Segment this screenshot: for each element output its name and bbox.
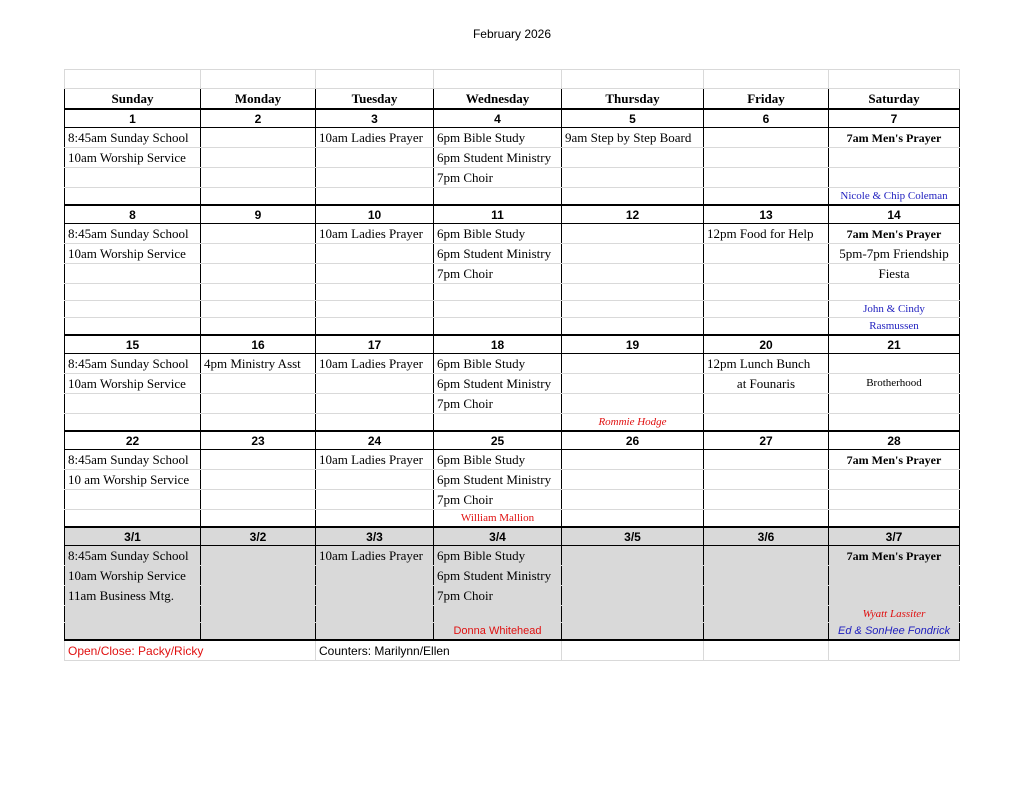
event-cell: [562, 284, 704, 301]
anniversary-note: Ed & SonHee Fondrick: [829, 623, 960, 641]
event-cell: [562, 264, 704, 284]
event-cell: [829, 490, 960, 510]
date-cell: 3/1: [65, 527, 201, 546]
date-cell: 14: [829, 205, 960, 224]
event-cell: [562, 450, 704, 470]
date-cell: 1: [65, 109, 201, 128]
event-cell: [829, 510, 960, 528]
event-cell: [65, 606, 201, 623]
event-cell: [316, 623, 434, 641]
day-header: Sunday: [65, 89, 201, 110]
event-cell: [201, 374, 316, 394]
date-cell: 10: [316, 205, 434, 224]
date-cell: 18: [434, 335, 562, 354]
event-cell: 12pm Food for Help: [704, 224, 829, 244]
event-cell: [704, 623, 829, 641]
day-header: Monday: [201, 89, 316, 110]
event-cell: Fiesta: [829, 264, 960, 284]
event-cell: 8:45am Sunday School: [65, 224, 201, 244]
event-cell: [65, 490, 201, 510]
date-row: [65, 109, 960, 128]
event-cell: 6pm Bible Study: [434, 546, 562, 566]
event-cell: [316, 606, 434, 623]
event-cell: 11am Business Mtg.: [65, 586, 201, 606]
event-cell: [316, 566, 434, 586]
event-cell: 7pm Choir: [434, 586, 562, 606]
calendar-title: February 2026: [472, 27, 552, 41]
date-cell: 2: [201, 109, 316, 128]
date-cell: 5: [562, 109, 704, 128]
date-row: [65, 431, 960, 450]
date-cell: 3: [316, 109, 434, 128]
event-cell: [316, 510, 434, 528]
event-cell: 10am Worship Service: [65, 244, 201, 264]
event-cell: 10am Worship Service: [65, 374, 201, 394]
event-cell: [316, 374, 434, 394]
date-cell: 24: [316, 431, 434, 450]
date-cell: 6: [704, 109, 829, 128]
date-cell: 3/5: [562, 527, 704, 546]
event-cell: [65, 414, 201, 432]
date-cell: 27: [704, 431, 829, 450]
event-cell: [704, 168, 829, 188]
event-cell: [829, 586, 960, 606]
event-cell: [201, 264, 316, 284]
event-cell: [65, 510, 201, 528]
day-header-row: [65, 89, 960, 110]
event-cell: 6pm Bible Study: [434, 450, 562, 470]
date-cell: 25: [434, 431, 562, 450]
event-cell: 7pm Choir: [434, 490, 562, 510]
date-cell: 20: [704, 335, 829, 354]
event-cell: 6pm Student Ministry: [434, 566, 562, 586]
event-cell: [201, 623, 316, 641]
event-cell: 7pm Choir: [434, 168, 562, 188]
event-cell: [704, 606, 829, 623]
event-cell: [316, 284, 434, 301]
date-cell: 9: [201, 205, 316, 224]
date-cell: 22: [65, 431, 201, 450]
event-cell: [562, 606, 704, 623]
event-cell: [316, 414, 434, 432]
date-cell: 13: [704, 205, 829, 224]
event-cell: [704, 490, 829, 510]
event-cell: [201, 128, 316, 148]
day-header: Friday: [704, 89, 829, 110]
event-cell: [562, 374, 704, 394]
event-cell: [201, 394, 316, 414]
event-cell: [829, 284, 960, 301]
event-cell: [704, 470, 829, 490]
date-row: [65, 527, 960, 546]
day-header: Wednesday: [434, 89, 562, 110]
event-cell: 10am Worship Service: [65, 566, 201, 586]
event-cell: [562, 510, 704, 528]
event-cell: 6pm Bible Study: [434, 128, 562, 148]
event-cell: 10am Ladies Prayer: [316, 224, 434, 244]
event-cell: [65, 394, 201, 414]
event-cell: 8:45am Sunday School: [65, 354, 201, 374]
event-cell: [704, 510, 829, 528]
day-header: Saturday: [829, 89, 960, 110]
event-cell: [434, 606, 562, 623]
event-cell: [65, 623, 201, 641]
event-cell: 8:45am Sunday School: [65, 546, 201, 566]
date-cell: 12: [562, 205, 704, 224]
event-cell: 6pm Bible Study: [434, 354, 562, 374]
event-cell: [201, 586, 316, 606]
event-cell: [201, 224, 316, 244]
date-cell: 3/7: [829, 527, 960, 546]
event-cell: [829, 148, 960, 168]
date-row: [65, 335, 960, 354]
event-cell: [201, 450, 316, 470]
event-cell: 4pm Ministry Asst: [201, 354, 316, 374]
event-cell: 10am Worship Service: [65, 148, 201, 168]
event-cell: [201, 490, 316, 510]
event-cell: 7am Men's Prayer: [829, 128, 960, 148]
event-cell: 12pm Lunch Bunch: [704, 354, 829, 374]
event-cell: [316, 490, 434, 510]
event-cell: [562, 188, 704, 206]
event-cell: [201, 244, 316, 264]
event-cell: [316, 244, 434, 264]
event-cell: [562, 546, 704, 566]
event-cell: [562, 244, 704, 264]
event-cell: [316, 586, 434, 606]
event-cell: [562, 301, 704, 318]
event-cell: [562, 224, 704, 244]
event-cell: [201, 284, 316, 301]
event-cell: [434, 318, 562, 336]
event-cell: [65, 168, 201, 188]
date-cell: 11: [434, 205, 562, 224]
event-cell: [562, 318, 704, 336]
event-cell: [316, 148, 434, 168]
event-cell: [201, 606, 316, 623]
event-cell: [562, 586, 704, 606]
event-cell: [201, 546, 316, 566]
event-cell: [201, 188, 316, 206]
event-cell: [704, 318, 829, 336]
event-cell: [704, 546, 829, 566]
anniversary-note: Rasmussen: [829, 318, 960, 336]
date-cell: 7: [829, 109, 960, 128]
date-row: [65, 205, 960, 224]
event-cell: [316, 318, 434, 336]
event-cell: [65, 264, 201, 284]
date-cell: 26: [562, 431, 704, 450]
event-cell: 8:45am Sunday School: [65, 450, 201, 470]
event-cell: 7am Men's Prayer: [829, 546, 960, 566]
date-cell: 28: [829, 431, 960, 450]
event-cell: [562, 394, 704, 414]
event-cell: [704, 284, 829, 301]
event-cell: [829, 566, 960, 586]
event-cell: [704, 414, 829, 432]
counters-note: Counters: Marilynn/Ellen: [316, 640, 562, 661]
event-cell: [704, 450, 829, 470]
event-cell: [704, 301, 829, 318]
date-cell: 17: [316, 335, 434, 354]
event-cell: 8:45am Sunday School: [65, 128, 201, 148]
event-cell: [704, 148, 829, 168]
event-cell: [201, 168, 316, 188]
event-cell: 5pm-7pm Friendship: [829, 244, 960, 264]
event-cell: [201, 510, 316, 528]
open-close-note: Open/Close: Packy/Ricky: [65, 640, 316, 661]
event-cell: [316, 301, 434, 318]
event-cell: 9am Step by Step Board: [562, 128, 704, 148]
event-cell: 6pm Student Ministry: [434, 148, 562, 168]
date-cell: 23: [201, 431, 316, 450]
event-cell: Brotherhood: [829, 374, 960, 394]
date-cell: 3/3: [316, 527, 434, 546]
birthday-note: Wyatt Lassiter: [829, 606, 960, 623]
event-cell: [201, 414, 316, 432]
event-cell: [65, 284, 201, 301]
event-cell: [562, 566, 704, 586]
event-cell: 7am Men's Prayer: [829, 224, 960, 244]
event-cell: [704, 264, 829, 284]
event-cell: [829, 394, 960, 414]
event-cell: [562, 148, 704, 168]
day-header: Thursday: [562, 89, 704, 110]
day-header: Tuesday: [316, 89, 434, 110]
event-cell: [65, 318, 201, 336]
event-cell: [704, 188, 829, 206]
event-cell: [201, 566, 316, 586]
event-cell: [829, 168, 960, 188]
anniversary-note: Nicole & Chip Coleman: [829, 188, 960, 206]
event-cell: 10am Ladies Prayer: [316, 546, 434, 566]
event-cell: [316, 168, 434, 188]
anniversary-note: John & Cindy: [829, 301, 960, 318]
date-cell: 3/6: [704, 527, 829, 546]
event-cell: 7pm Choir: [434, 264, 562, 284]
event-cell: [434, 188, 562, 206]
event-cell: [316, 188, 434, 206]
birthday-note: Rommie Hodge: [562, 414, 704, 432]
date-cell: 16: [201, 335, 316, 354]
event-cell: [704, 394, 829, 414]
event-cell: [704, 586, 829, 606]
date-cell: 15: [65, 335, 201, 354]
event-cell: [829, 470, 960, 490]
event-cell: [829, 354, 960, 374]
event-cell: 7am Men's Prayer: [829, 450, 960, 470]
event-cell: 10 am Worship Service: [65, 470, 201, 490]
event-cell: 10am Ladies Prayer: [316, 128, 434, 148]
event-cell: 6pm Student Ministry: [434, 374, 562, 394]
date-cell: 3/2: [201, 527, 316, 546]
event-cell: [562, 168, 704, 188]
event-cell: 6pm Student Ministry: [434, 244, 562, 264]
event-cell: [562, 623, 704, 641]
event-cell: [434, 284, 562, 301]
event-cell: [704, 244, 829, 264]
event-cell: 10am Ladies Prayer: [316, 450, 434, 470]
event-cell: [201, 301, 316, 318]
calendar-grid: [64, 69, 960, 661]
event-cell: [65, 188, 201, 206]
birthday-note: William Mallion: [434, 510, 562, 528]
event-cell: [65, 301, 201, 318]
event-cell: [562, 490, 704, 510]
event-cell: 6pm Student Ministry: [434, 470, 562, 490]
event-cell: [704, 128, 829, 148]
event-cell: [201, 318, 316, 336]
event-cell: 6pm Bible Study: [434, 224, 562, 244]
date-cell: 8: [65, 205, 201, 224]
event-cell: [434, 301, 562, 318]
event-cell: [316, 394, 434, 414]
date-cell: 21: [829, 335, 960, 354]
event-cell: [562, 470, 704, 490]
event-cell: [316, 470, 434, 490]
event-cell: [201, 148, 316, 168]
event-cell: [829, 414, 960, 432]
date-cell: 19: [562, 335, 704, 354]
date-cell: 4: [434, 109, 562, 128]
event-cell: 7pm Choir: [434, 394, 562, 414]
event-cell: [562, 354, 704, 374]
event-cell: [201, 470, 316, 490]
event-cell: [434, 414, 562, 432]
event-cell: at Founaris: [704, 374, 829, 394]
event-cell: [704, 566, 829, 586]
birthday-note: Donna Whitehead: [434, 623, 562, 641]
event-cell: 10am Ladies Prayer: [316, 354, 434, 374]
date-cell: 3/4: [434, 527, 562, 546]
event-cell: [316, 264, 434, 284]
